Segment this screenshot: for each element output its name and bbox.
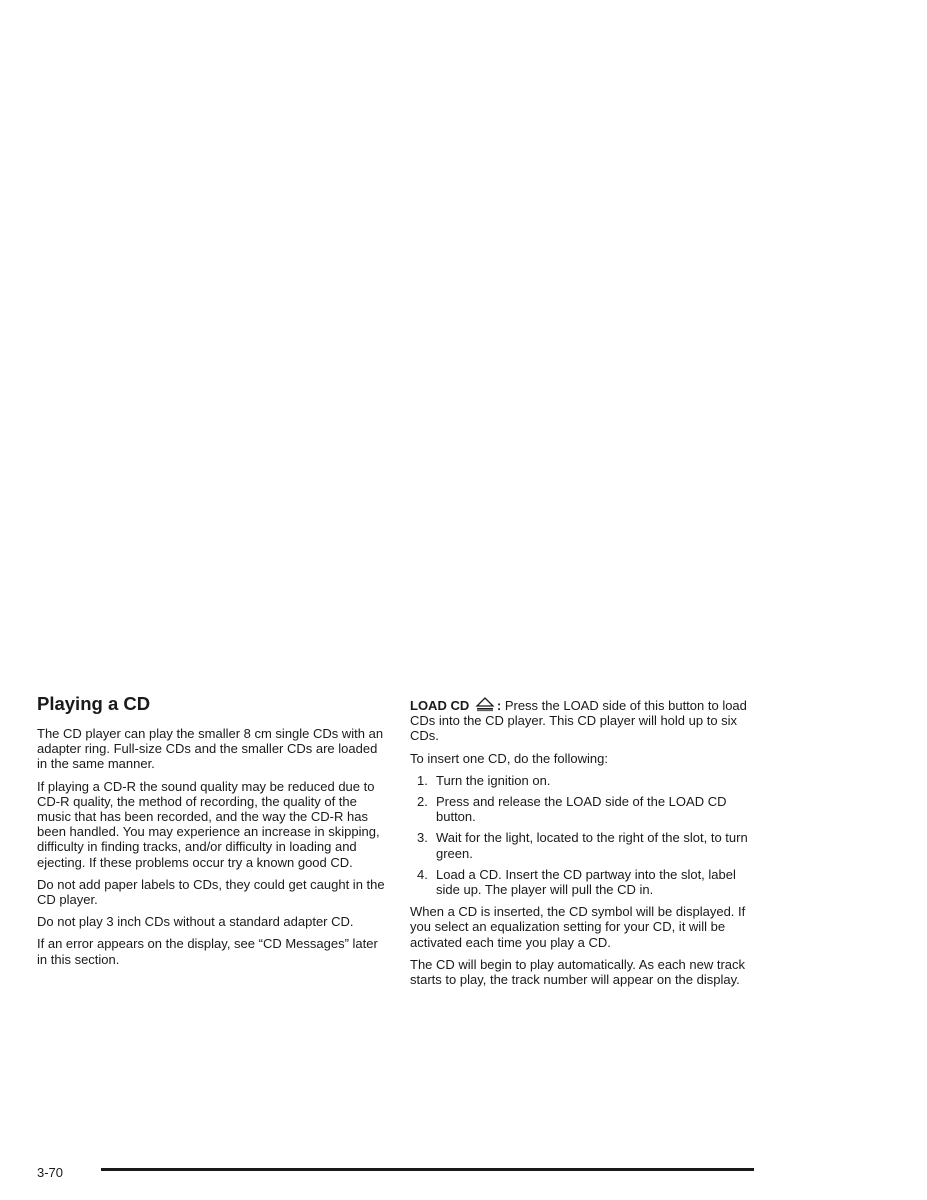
insert-intro: To insert one CD, do the following: — [410, 750, 608, 766]
paragraph-3-inch-cds: Do not play 3 inch CDs without a standard adapter CD. — [37, 914, 354, 930]
page-number: 3-70 — [37, 1165, 64, 1180]
left-column — [37, 693, 387, 974]
paragraph-paper-labels: Do not add paper labels to CDs, they could get caught in the CD player. — [37, 876, 385, 908]
insert-steps-list — [410, 773, 760, 897]
list-item — [417, 830, 760, 860]
step-text: Turn the ignition on. — [436, 772, 551, 788]
step-number: 1. — [417, 772, 428, 788]
paragraph-cd-inserted: When a CD is inserted, the CD symbol will be displayed. If you select an equalization setting for your CD, it will be activated each time you play a CD. — [410, 904, 746, 950]
load-cd-colon: : — [496, 698, 502, 713]
load-cd-label: LOAD CD — [410, 698, 470, 713]
load-cd-paragraph — [410, 696, 760, 744]
list-item — [417, 794, 760, 824]
list-item — [417, 867, 760, 897]
footer-rule — [101, 1168, 754, 1171]
right-column — [410, 696, 760, 994]
paragraph-error-display: If an error appears on the display, see “CD Messages” later in this section. — [37, 936, 378, 967]
step-number: 4. — [417, 866, 428, 882]
step-text: Wait for the light, located to the right of the slot, to turn green. — [436, 830, 748, 861]
paragraph-cd-r-quality: If playing a CD-R the sound quality may be reduced due to CD-R quality, the method of recording, the quality of the music that has been recorded, and the way the CD-R has been handled. You may experience an increase in skipping, difficulty in finding tracks, and/or difficulty in loading and ejecting. If these problems occur try a known good CD. — [37, 778, 380, 870]
step-number: 3. — [417, 830, 428, 846]
step-text: Press and release the LOAD side of the LOAD CD button. — [436, 794, 727, 825]
section-heading: Playing a CD — [37, 693, 151, 714]
eject-icon — [475, 696, 495, 712]
paragraph-auto-play: The CD will begin to play automatically. As each new track starts to play, the track number will appear on the display. — [410, 956, 746, 988]
step-text: Load a CD. Insert the CD partway into the slot, label side up. The player will pull the CD in. — [436, 866, 736, 898]
step-number: 2. — [417, 794, 428, 810]
list-item — [417, 773, 760, 788]
paragraph-adapter-ring: The CD player can play the smaller 8 cm single CDs with an adapter ring. Full-size CDs and the smaller CDs are loaded in the same manner. — [37, 726, 384, 772]
load-cd-text: Press the LOAD side of this button to load CDs into the CD player. This CD player will hold up to six CDs. — [410, 698, 747, 744]
